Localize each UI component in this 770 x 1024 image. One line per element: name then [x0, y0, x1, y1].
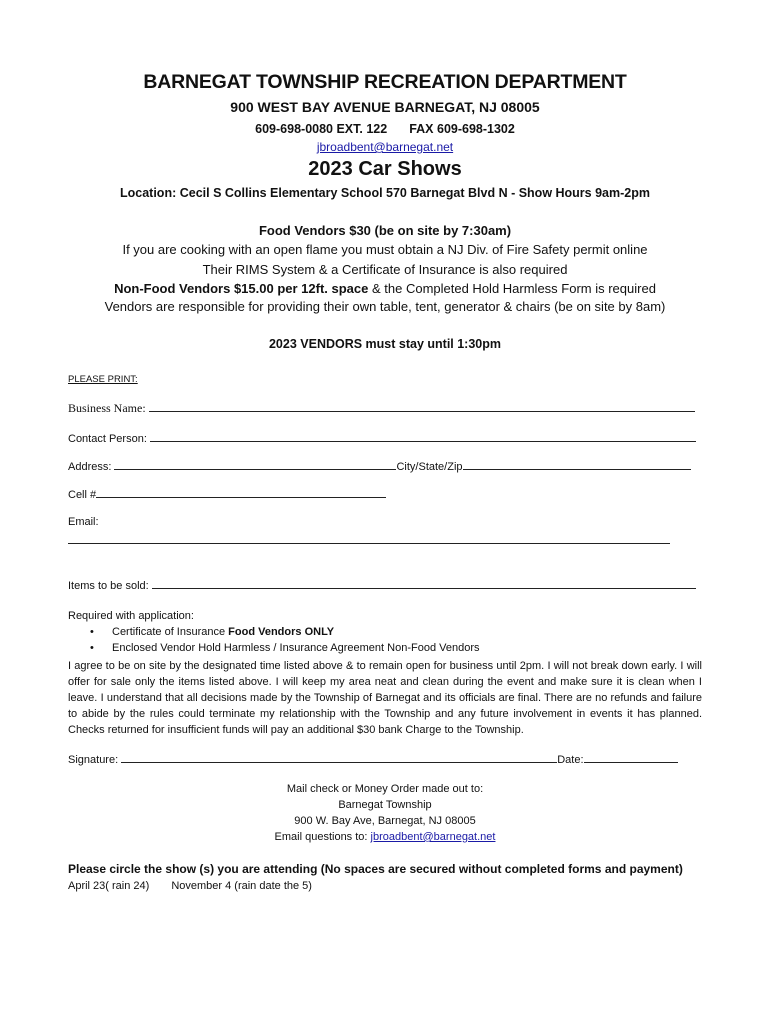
page-title: 2023 Car Shows [308, 158, 462, 180]
city-state-zip-line[interactable] [463, 459, 691, 470]
signature-line[interactable] [121, 752, 557, 763]
show-date-november[interactable]: November 4 (rain date the 5) [171, 880, 312, 892]
phone-number: 609-698-0080 EXT. 122 [255, 122, 388, 136]
signature-field[interactable] [68, 752, 708, 766]
address-line[interactable] [114, 459, 396, 470]
contact-numbers [0, 122, 770, 136]
nonfood-fee: Non-Food Vendors $15.00 per 12ft. space [114, 281, 369, 296]
email-line[interactable] [68, 533, 670, 544]
please-print-label: PLEASE PRINT: [68, 374, 138, 385]
fax-number: FAX 609-698-1302 [409, 122, 515, 136]
bullet-icon: • [90, 642, 94, 654]
location-line: Location: Cecil S Collins Elementary School 570 Barnegat Blvd N - Show Hours 9am-2pm [120, 186, 650, 200]
bullet-icon: • [90, 626, 94, 638]
header-email [0, 140, 770, 154]
requirement-hold-harmless-text: Enclosed Vendor Hold Harmless / Insurance Agreement Non-Food Vendors [112, 642, 480, 654]
date-line[interactable] [584, 752, 678, 763]
responsibility-line: Vendors are responsible for providing their own table, tent, generator & chairs (be on site by 8am) [104, 299, 666, 314]
circle-show-instruction: Please circle the show (s) you are attending (No spaces are secured without completed forms and payment) [68, 862, 683, 876]
requirement-insurance-bold: Food Vendors ONLY [228, 626, 335, 638]
show-dates [68, 880, 312, 892]
flame-permit-line: If you are cooking with an open flame you must obtain a NJ Div. of Fire Safety permit online [122, 242, 648, 257]
email-questions-label: Email questions to: [274, 831, 371, 843]
email-field[interactable] [68, 516, 708, 528]
mail-line-3: 900 W. Bay Ave, Barnegat, NJ 08005 [294, 815, 476, 827]
required-heading: Required with application: [68, 610, 194, 622]
contact-person-line[interactable] [150, 431, 696, 442]
nonfood-vendors-line [0, 281, 770, 296]
agreement-paragraph: I agree to be on site by the designated time listed above & to remain open for business until 2pm. I will not break down early. I will offer for sale only the items listed above. I will keep my area neat and clean during the event and make sure it is clean when I leave. I understand that all decisions made by the Township of Barnegat and its officials are final. There are no refunds and failure to abide by the rules could terminate my relationship with the Township and any future involvement in events it has planned. Checks returned for insufficient funds will pay an additional $30 bank Charge to the Township. [68, 660, 702, 736]
business-name-label: Business Name: [68, 401, 146, 415]
rims-line: Their RIMS System & a Certificate of Insurance is also required [202, 262, 568, 277]
items-sold-field[interactable] [68, 578, 708, 592]
email-label: Email: [68, 516, 99, 528]
cell-line[interactable] [96, 487, 386, 498]
questions-email-link[interactable]: jbroadbent@barnegat.net [370, 831, 496, 843]
contact-person-field[interactable] [68, 431, 708, 445]
show-date-april[interactable]: April 23( rain 24) [68, 880, 150, 892]
header-email-link[interactable]: jbroadbent@barnegat.net [316, 140, 454, 154]
mail-line-1: Mail check or Money Order made out to: [286, 783, 484, 795]
org-address: 900 WEST BAY AVENUE BARNEGAT, NJ 08005 [230, 99, 540, 115]
contact-person-label: Contact Person: [68, 433, 147, 445]
business-name-line[interactable] [149, 401, 695, 412]
date-label: Date: [557, 754, 584, 766]
items-sold-line[interactable] [152, 578, 696, 589]
address-field[interactable] [68, 459, 708, 473]
org-name: BARNEGAT TOWNSHIP RECREATION DEPARTMENT [143, 71, 627, 93]
signature-label: Signature: [68, 754, 119, 766]
requirement-item-insurance [90, 626, 334, 638]
cell-label: Cell # [68, 489, 97, 501]
stay-until-line: 2023 VENDORS must stay until 1:30pm [268, 337, 502, 351]
cell-field[interactable] [68, 487, 708, 501]
mail-line-4 [0, 831, 770, 843]
items-sold-label: Items to be sold: [68, 580, 149, 592]
city-state-zip-label: City/State/Zip [396, 461, 463, 473]
address-label: Address: [68, 461, 112, 473]
nonfood-requirement: & the Completed Hold Harmless Form is required [368, 281, 656, 296]
business-name-field[interactable] [68, 401, 708, 416]
requirement-item-hold-harmless [90, 642, 479, 654]
requirement-insurance-text: Certificate of Insurance [112, 626, 229, 638]
mail-line-2: Barnegat Township [338, 799, 432, 811]
food-vendors-line: Food Vendors $30 (be on site by 7:30am) [258, 223, 512, 238]
